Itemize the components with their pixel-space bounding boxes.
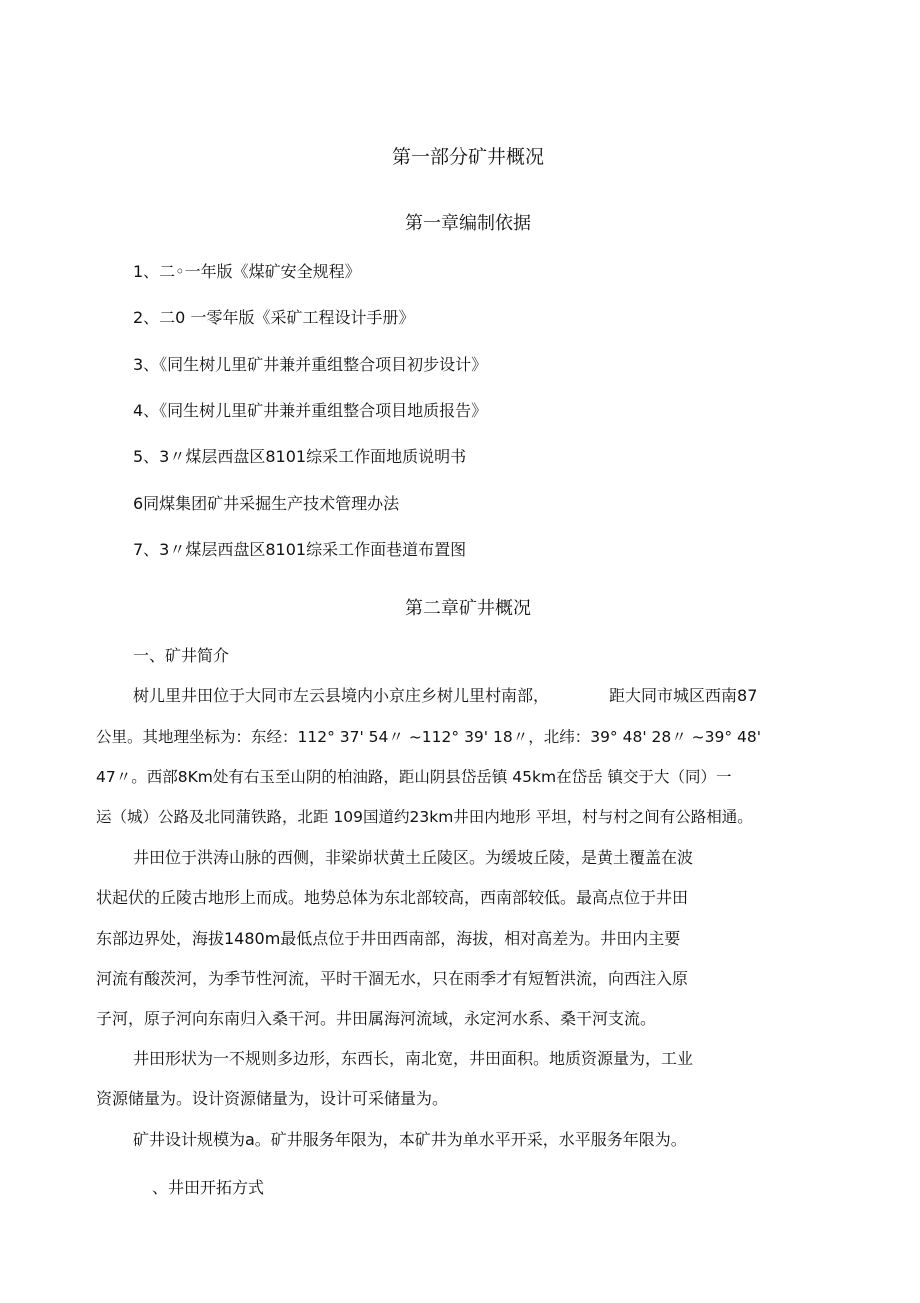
paragraph-line: 运（城）公路及北同蒲铁路，北距 109国道约23km井田内地形 平坦，村与村之间有公路相通。 xyxy=(96,808,753,826)
paragraph-line: 资源储量为。设计资源储量为，设计可采储量为。 xyxy=(96,1089,449,1108)
section-1-heading: 一、矿井简介 xyxy=(133,646,230,665)
paragraph-line: 子河，原子河向东南归入桑干河。井田属海河流域，永定河水系、桑干河支流。 xyxy=(96,1009,657,1028)
basis-item-3: 3、《同生树儿里矿井兼并重组整合项目初步设计》 xyxy=(133,355,488,374)
basis-item-6: 6同煤集团矿井采掘生产技术管理办法 xyxy=(133,494,400,513)
paragraph-line: 井田形状为一不规则多边形，东西长，南北宽，井田面积。地质资源量为，工业 xyxy=(133,1049,694,1068)
basis-item-4: 4、《同生树儿里矿井兼并重组整合项目地质报告》 xyxy=(133,401,488,420)
section-2-heading: 、井田开拓方式 xyxy=(152,1178,265,1197)
basis-item-7: 7、3〃煤层西盘区8101综采工作面巷道布置图 xyxy=(133,540,467,559)
chapter-1-title: 第一章编制依据 xyxy=(405,213,531,234)
paragraph-line: 树儿里井田位于大同市左云县境内小京庄乡树儿里村南部， 距大同市城区西南87 xyxy=(133,686,758,705)
paragraph-line: 47〃。西部8Km处有右玉至山阴的柏油路，距山阴县岱岳镇 45km在岱岳 镇交于大（同）一 xyxy=(96,768,732,786)
chapter-2-title: 第二章矿井概况 xyxy=(405,598,531,619)
paragraph-line: 东部边界处，海拔1480m最低点位于井田西南部，海拔，相对高差为。井田内主要 xyxy=(96,929,681,948)
paragraph-line: 公里。其地理坐标为：东经：112° 37' 54〃 ~112° 39' 18〃，北纬：39° 48' 28〃 ~39° 48' xyxy=(96,728,762,746)
paragraph-line: 河流有酸茨河，为季节性河流，平时干涸无水，只在雨季才有短暂洪流，向西注入原 xyxy=(96,969,689,988)
part-title: 第一部分矿井概况 xyxy=(391,146,544,168)
basis-item-1: 1、二◦一年版《煤矿安全规程》 xyxy=(133,262,361,281)
paragraph-line: 矿井设计规模为a。矿井服务年限为，本矿井为单水平开采，水平服务年限为。 xyxy=(133,1130,687,1149)
basis-item-5: 5、3〃煤层西盘区8101综采工作面地质说明书 xyxy=(133,447,467,466)
basis-item-2: 2、二0 一零年版《采矿工程设计手册》 xyxy=(133,308,415,327)
paragraph-line: 状起伏的丘陵古地形上而成。地势总体为东北部较高，西南部较低。最高点位于井田 xyxy=(96,888,689,907)
paragraph-line: 井田位于洪涛山脉的西侧，非梁峁状黄土丘陵区。为缓坡丘陵，是黄土覆盖在波 xyxy=(133,848,694,867)
